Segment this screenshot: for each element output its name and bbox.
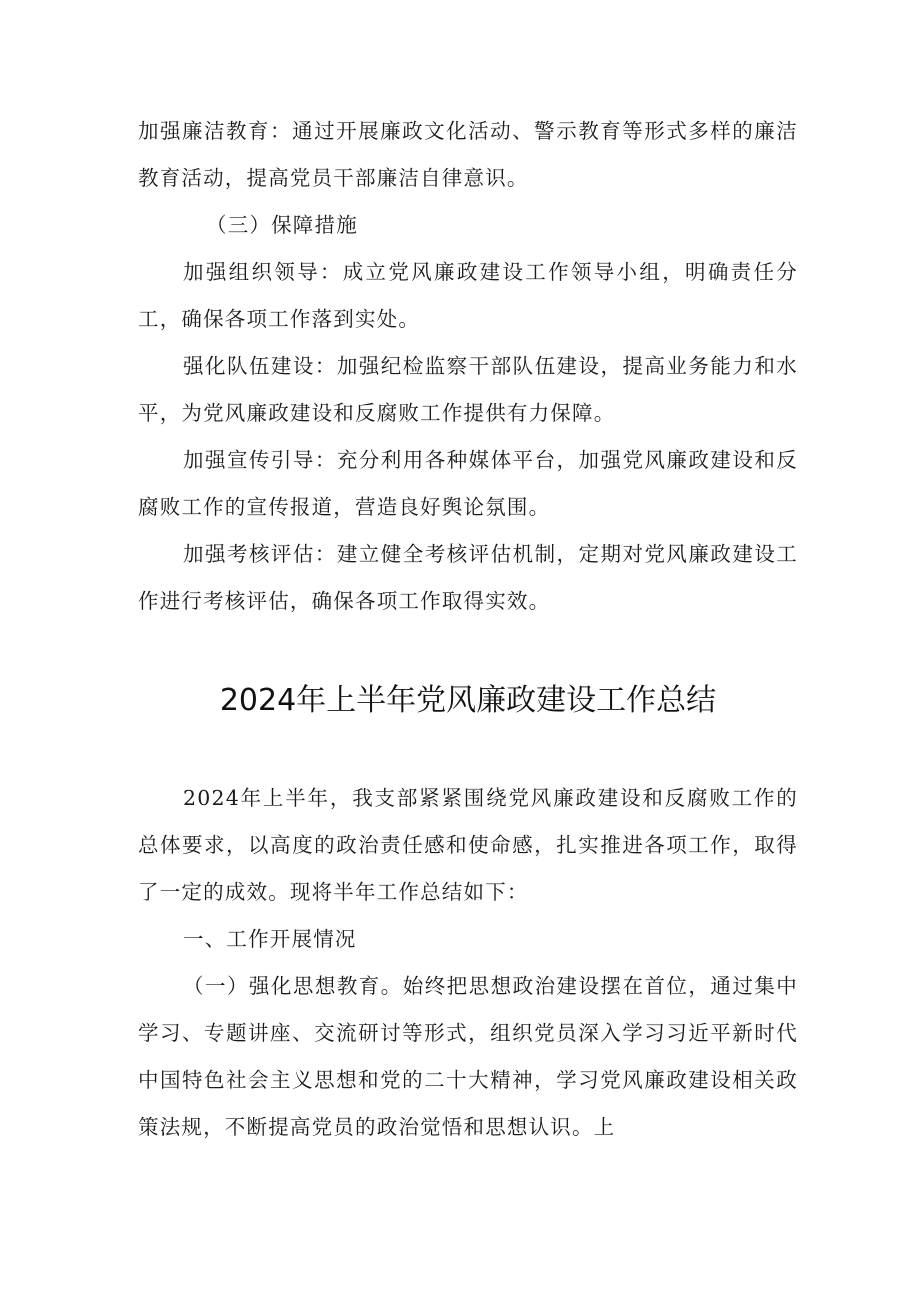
heading-work-progress: 一、工作开展情况 [183, 927, 357, 951]
paragraph-intro: 2024年上半年，我支部紧紧围绕党风廉政建设和反腐败工作的总体要求，以高度的政治责任感和使命感，扎实推进各项工作，取得了一定的成效。现将半年工作总结如下： [138, 786, 798, 904]
heading-safeguards: （三）保障措施 [206, 213, 358, 237]
document-page [138, 108, 798, 1151]
paragraph-org-leadership: 加强组织领导：成立党风廉政建设工作领导小组，明确责任分工，确保各项工作落到实处。 [138, 260, 798, 331]
paragraph-assessment: 加强考核评估：建立健全考核评估机制，定期对党风廉政建设工作进行考核评估，确保各项工作取得实效。 [138, 542, 798, 613]
paragraph-ideological-education: （一）强化思想教育。始终把思想政治建设摆在首位，通过集中学习、专题讲座、交流研讨等形式，组织党员深入学习习近平新时代中国特色社会主义思想和党的二十大精神，学习党风廉政建设相关政策法规，不断提高党员的政治觉悟和思想认识。上 [138, 974, 798, 1139]
paragraph-team-building: 强化队伍建设：加强纪检监察干部队伍建设，提高业务能力和水平，为党风廉政建设和反腐败工作提供有力保障。 [138, 354, 798, 425]
document-title: 2024年上半年党风廉政建设工作总结 [219, 683, 717, 718]
paragraph-publicity: 加强宣传引导：充分利用各种媒体平台，加强党风廉政建设和反腐败工作的宣传报道，营造良好舆论氛围。 [138, 448, 798, 519]
paragraph-integrity-education: 加强廉洁教育：通过开展廉政文化活动、警示教育等形式多样的廉洁教育活动，提高党员干部廉洁自律意识。 [138, 119, 798, 190]
